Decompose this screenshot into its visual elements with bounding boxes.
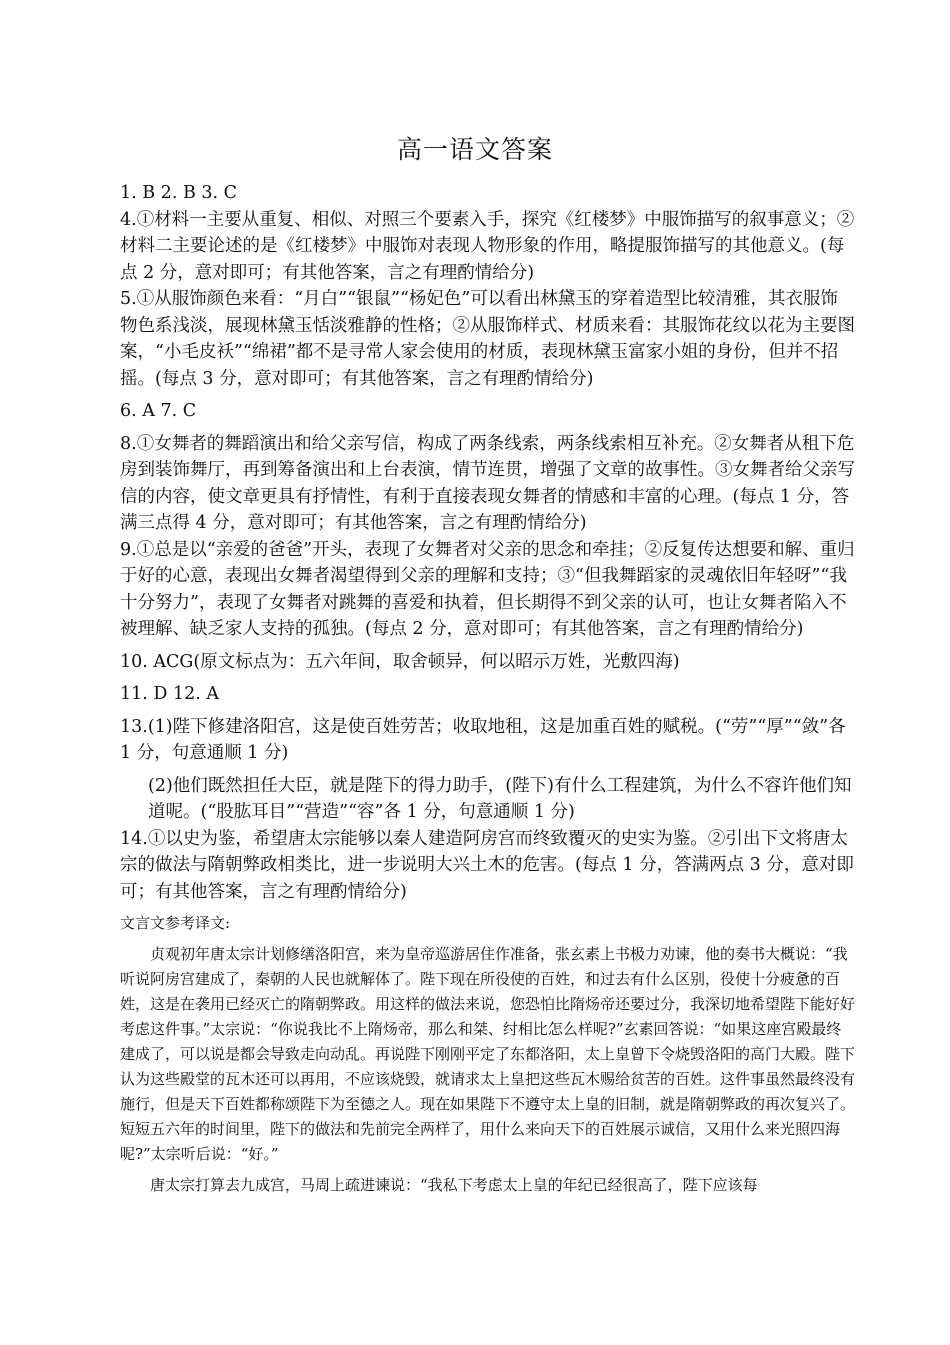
translation-heading: 文言文参考译文: <box>120 914 231 932</box>
answer-q13-part2: (2)他们既然担任大臣，就是陛下的得力助手，(陛下)有什么工程建筑，为什么不容许他们知道呢。(“股肱耳目”“营造”“容”各 1 分，句意通顺 1 分) <box>148 775 852 822</box>
answer-q6-7: 6. A 7. C <box>120 401 197 421</box>
translation-paragraph-1: 贞观初年唐太宗计划修缮洛阳宫，来为皇帝巡游居住作准备，张玄素上书极力劝谏，他的奏书大概说：“我听说阿房宫建成了，秦朝的人民也就解体了。陛下现在所役使的百姓，和过去有什么区别，役使十分疲惫的百姓，这是在袭用已经灭亡的隋朝弊政。用这样的做法来说，您恐怕比隋炀帝还要过分，我深切地希望陛下能好好考虑这件事。”太宗说：“你说我比不上隋炀帝，那么和桀、纣相比怎么样呢?”玄素回答说：“如果这座宫殿最终建成了，可以说是都会导致走向动乱。再说陛下刚刚平定了东都洛阳，太上皇曾下令烧毁洛阳的高门大殿。陛下认为这些殿堂的瓦木还可以再用，不应该烧毁，就请求太上皇把这些瓦木赐给贫苦的百姓。这件事虽然最终没有施行，但是天下百姓都称颂陛下为至德之人。现在如果陛下不遵守太上皇的旧制，就是隋朝弊政的再次复兴了。短短五六年的时间里，陛下的做法和先前完全两样了，用什么来向天下的百姓展示诚信，又用什么来光照四海呢?”太宗听后说：“好。” <box>120 945 856 1163</box>
answer-q1-3: 1. B 2. B 3. C <box>120 183 238 203</box>
answer-q9: 9.①总是以“亲爱的爸爸”开头，表现了女舞者对父亲的思念和牵挂；②反复传达想要和解、重归于好的心意，表现出女舞者渴望得到父亲的理解和支持；③“但我舞蹈家的灵魂依旧年轻呀”“我十分努力”，表现了女舞者对跳舞的喜爱和执着，但长期得不到父亲的认可，也让女舞者陷入不被理解、缺乏家人支持的孤独。(每点 2 分，意对即可；有其他答案，言之有理酌情给分) <box>120 539 855 639</box>
answer-q4: 4.①材料一主要从重复、相似、对照三个要素入手，探究《红楼梦》中服饰描写的叙事意义；②材料二主要论述的是《红楼梦》中服饰对表现人物形象的作用，略提服饰描写的其他意义。(每点 2 分，意对即可；有其他答案，言之有理酌情给分) <box>120 209 855 283</box>
answer-q10: 10. ACG(原文标点为：五六年间，取舍顿异，何以昭示万姓，光敷四海) <box>120 651 680 672</box>
answer-q13-part1: 13.(1)陛下修建洛阳宫，这是使百姓劳苦；收取地租，这是加重百姓的赋税。(“劳”“厚”“敛”各 1 分，句意通顺 1 分) <box>120 716 846 763</box>
answer-q5: 5.①从服饰颜色来看：“月白”“银鼠”“杨妃色”可以看出林黛玉的穿着造型比较清雅，其衣服饰物色系浅淡，展现林黛玉恬淡雅静的性格；②从服饰样式、材质来看：其服饰花纹以花为主要图案，“小毛皮袄”“绵裙”都不是寻常人家会使用的材质，表现林黛玉富家小姐的身份，但并不招摇。(每点 3 分，意对即可；有其他答案，言之有理酌情给分) <box>120 289 855 389</box>
answer-body <box>120 180 855 1198</box>
translation-paragraph-2: 唐太宗打算去九成宫，马周上疏进谏说：“我私下考虑太上皇的年纪已经很高了，陛下应该每 <box>150 1176 758 1194</box>
answer-q14: 14.①以史为鉴，希望唐太宗能够以秦人建造阿房宫而终致覆灭的史实为鉴。②引出下文将唐太宗的做法与隋朝弊政相类比，进一步说明大兴土木的危害。(每点 1 分，答满两点 3 分，意对即可；有其他答案，言之有理酌情给分) <box>120 828 854 902</box>
page-title: 高一语文答案 <box>396 135 553 164</box>
answer-q8: 8.①女舞者的舞蹈演出和给父亲写信，构成了两条线索，两条线索相互补充。②女舞者从租下危房到装饰舞厅，再到筹备演出和上台表演，情节连贯，增强了文章的故事性。③女舞者给父亲写信的内容，使文章更具有抒情性，有利于直接表现女舞者的情感和丰富的心理。(每点 1 分，答满三点得 4 分，意对即可；有其他答案，言之有理酌情给分) <box>120 433 855 533</box>
answer-q11-12: 11. D 12. A <box>120 684 220 704</box>
